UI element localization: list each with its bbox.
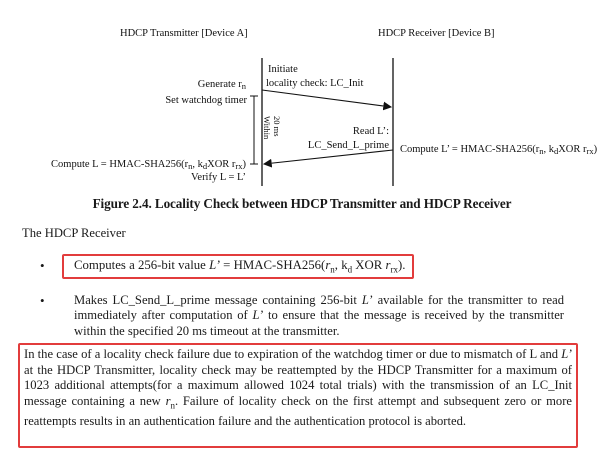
compute-l-label: Compute L = HMAC-SHA256(rn, kdXOR rrx) [51,159,246,171]
figure-caption: Figure 2.4. Locality Check between HDCP Transmitter and HDCP Receiver [92,196,512,211]
locality-check-diagram [0,0,604,195]
bullet-marker: • [40,258,45,273]
within-label: Within [262,116,272,140]
bullet-compute-lprime: Computes a 256-bit value L’ = HMAC-$SHA256(r_n$, $k_d$ XOR $r_{rx}$). [74,258,406,275]
generate-rn-label: Generate rn [197,79,246,91]
read-lprime-label: Read L’: [352,126,389,137]
verify-label: Verify L = L’ [190,172,246,183]
lc-init-arrow [262,90,391,107]
set-watchdog-label: Set watchdog timer [165,95,247,106]
bullet-lc-send-message: Makes LC_Send_L_prime message containing 256-bit L’ available for the transmitter to read immediately after computation of L’ to ensure that the message is received by the transmitter within the specified 20 ms timeout at the transmitter. [74,293,565,338]
lc-send-label: LC_Send_L_prime [307,140,389,151]
compute-lprime-label: Compute L’ = HMAC-SHA256(rn, kdXOR rrx) [400,144,598,156]
lc-send-arrow [264,150,393,164]
bullet-marker: • [40,293,45,308]
initiate-label: Initiate [268,64,298,75]
section-heading: The HDCP Receiver [22,226,126,240]
receiver-title: HDCP Receiver [Device B] [378,28,495,39]
locality-failure-paragraph: In the case of a locality check failure due to expiration of the watchdog timer or due to mismatch of L and L’ at the HDCP Transmitter, locality check may be reattempted by the HDCP Transmitter for a maximum of 1023 additional attempts(for a maximum allowed 1024 total trials) with the transmission of an LC_Init message containing a new $r_n$. Failure of locality check on the first attempt and subsequent zero or more reattempts results in an authentication failure and the authentication protocol is aborted. [24,347,572,428]
within-ms-label: 20 ms [272,116,282,137]
transmitter-title: HDCP Transmitter [Device A] [120,28,248,39]
locality-check-label: locality check: LC_Init [266,78,364,89]
